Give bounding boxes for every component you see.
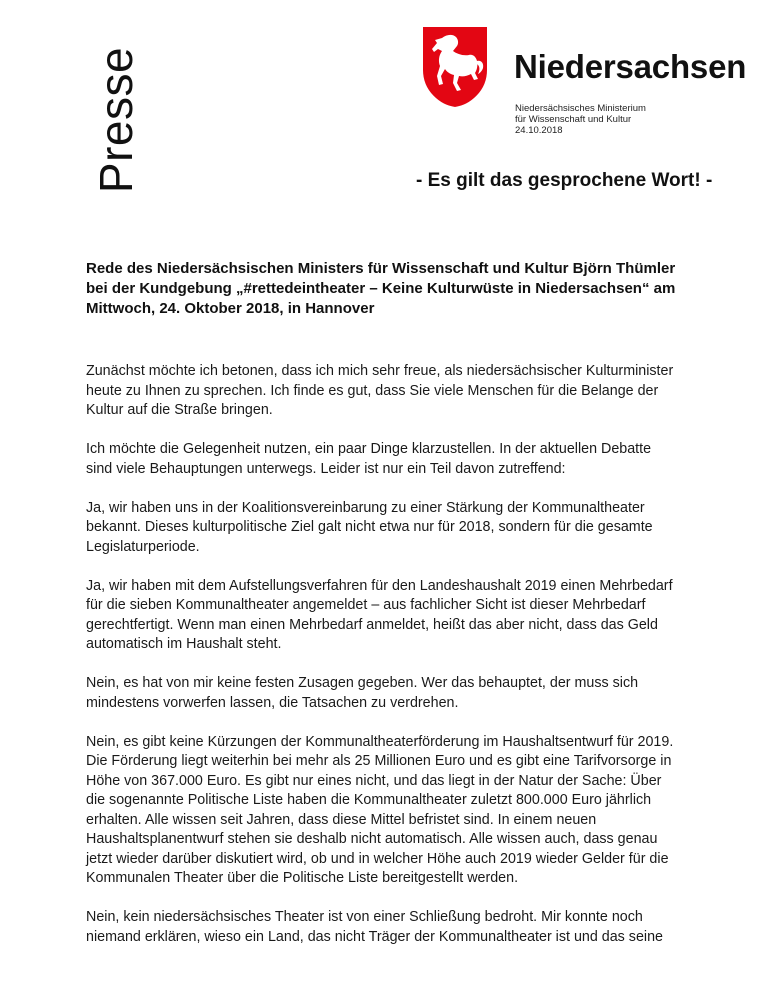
text-line: Ich möchte die Gelegenheit nutzen, ein paar Dinge klarzustellen. In der aktuellen Debatte xyxy=(86,441,652,457)
text-line: Kultur auf die Straße bringen. xyxy=(86,402,273,418)
text-line: sind viele Behauptungen unterwegs. Leider ist nur ein Teil davon zutreffend: xyxy=(86,460,566,477)
text-line: Ja, wir haben uns in der Koalitionsvereinbarung zu einer Stärkung der Kommunaltheater xyxy=(86,499,645,516)
text-line: erhalten. Alle wissen seit Jahren, dass diese Mittel befristet sind. In einem neuen xyxy=(86,811,597,828)
text-line: mindestens vorwerfen lassen, die Tatsachen zu verdrehen. xyxy=(86,694,459,711)
paragraph xyxy=(86,577,746,655)
ministry-line: für Wissenschaft und Kultur xyxy=(515,114,632,125)
text-line: Nein, kein niedersächsisches Theater ist von einer Schließung bedroht. Mir konnte noch xyxy=(86,909,643,925)
speech-body xyxy=(86,362,746,967)
text-line: automatisch im Haushalt steht. xyxy=(86,636,282,652)
crest-svg xyxy=(420,24,490,110)
text-line: Die Förderung liegt weiterhin bei mehr als 25 Millionen Euro und es gibt eine Tarifvorsorge in xyxy=(86,753,672,769)
headline-line: Rede des Niedersächsischen Ministers für Wissenschaft und Kultur Björn Thümler xyxy=(86,260,676,277)
paragraph xyxy=(86,440,746,479)
text-line: gerechtfertigt. Wenn man einen Mehrbedarf anmeldet, heißt das aber nicht, dass das Geld xyxy=(86,616,658,633)
paragraph xyxy=(86,362,746,421)
date-line: 24.10.2018 xyxy=(515,125,563,136)
paragraph xyxy=(86,674,746,713)
text-line: für die sieben Kommunaltheater angemeldet – aus fachlicher Sicht ist dieser Mehrbedarf xyxy=(86,597,646,613)
text-line: Haushaltsplanentwurf stehen sie deshalb nicht automatisch. Alle wissen auch, dass genau xyxy=(86,831,658,847)
text-line: bekannt. Dieses kulturpolitische Ziel galt nicht etwa nur für 2018, sondern für die gesamte xyxy=(86,519,653,535)
text-line: Zunächst möchte ich betonen, dass ich mich sehr freue, als niedersächsischer Kulturminister xyxy=(86,363,674,379)
speech-headline xyxy=(86,259,726,319)
ministry-line: Niedersächsisches Ministerium xyxy=(515,103,646,114)
text-line: Höhe von 367.000 Euro. Es gibt nur eines nicht, und das liegt in der Natur der Sache: Über xyxy=(86,772,662,789)
text-line: Legislaturperiode. xyxy=(86,538,200,555)
text-line: heute zu Ihnen zu sprechen. Ich finde es gut, dass Sie viele Menschen für die Belange der xyxy=(86,382,659,399)
text-line: jetzt wieder darüber diskutiert wird, ob und in welcher Höhe auch 2019 wieder Gelder für die xyxy=(86,850,669,867)
text-line: Nein, es gibt keine Kürzungen der Kommunaltheaterförderung im Haushaltsentwurf für 2019. xyxy=(86,733,674,750)
ministry-info xyxy=(515,103,646,136)
paragraph xyxy=(86,499,746,558)
text-line: Nein, es hat von mir keine festen Zusagen gegeben. Wer das behauptet, der muss sich xyxy=(86,675,639,691)
paragraph xyxy=(86,733,746,889)
headline-line: Mittwoch, 24. Oktober 2018, in Hannover xyxy=(86,300,375,317)
text-line: Kommunalen Theater über die Politische Liste bereitgestellt werden. xyxy=(86,870,519,886)
motto: - Es gilt das gesprochene Wort! - xyxy=(416,170,713,191)
text-line: Ja, wir haben mit dem Aufstellungsverfahren für den Landeshaushalt 2019 einen Mehrbedarf xyxy=(86,577,673,594)
brand-name: Niedersachsen xyxy=(514,48,747,85)
section-label: Presse xyxy=(90,46,142,194)
niedersachsen-horse-crest-icon xyxy=(420,24,490,110)
paragraph xyxy=(86,908,746,947)
text-line: die sogenannte Politische Liste haben die Kommunaltheater zuletzt 800.000 Euro jährlich xyxy=(86,792,652,808)
text-line: niemand erklären, wieso ein Land, das nicht Träger der Kommunaltheater ist und das seine xyxy=(86,928,663,945)
headline-line: bei der Kundgebung „#rettedeintheater – Keine Kulturwüste in Niedersachsen“ am xyxy=(86,280,676,297)
section-label-vertical xyxy=(92,40,140,200)
